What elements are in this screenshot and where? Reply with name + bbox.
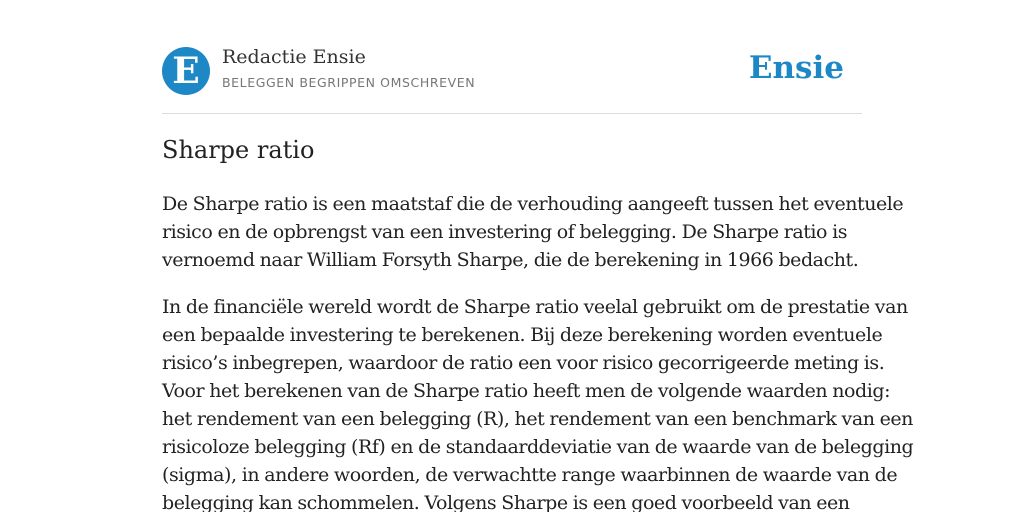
page-container: [162, 0, 914, 512]
text-line: (sigma), in andere woorden, de verwachtte range waarbinnen de waarde van de: [162, 464, 898, 486]
text-line: belegging kan schommelen. Volgens Sharpe is een goed voorbeeld van een: [162, 492, 850, 512]
author-name[interactable]: Redactie Ensie: [222, 46, 366, 68]
text-line: risicoloze belegging (Rf) en de standaarddeviatie van de waarde van de belegging: [162, 436, 914, 458]
text-line: In de financiële wereld wordt de Sharpe ratio veelal gebruikt om de prestatie van: [162, 296, 908, 318]
text-line: Voor het berekenen van de Sharpe ratio heeft men de volgende waarden nodig:: [162, 380, 891, 402]
text-line: De Sharpe ratio is een maatstaf die de verhouding aangeeft tussen het eventuele: [162, 193, 904, 215]
avatar[interactable]: E: [162, 47, 210, 95]
paragraph-1: [162, 190, 904, 274]
text-line: een bepaalde investering te berekenen. Bij deze berekening worden eventuele: [162, 324, 883, 346]
paragraph-2: [162, 293, 914, 512]
text-line: het rendement van een belegging (R), het rendement van een benchmark van een: [162, 408, 913, 430]
page-title: Sharpe ratio: [162, 136, 315, 164]
article-body: [162, 190, 914, 512]
text-line: risico en de opbrengst van een investering of belegging. De Sharpe ratio is: [162, 221, 848, 243]
text-line: vernoemd naar William Forsyth Sharpe, die de berekening in 1966 bedacht.: [162, 249, 859, 271]
category-subtitle[interactable]: BELEGGEN BEGRIPPEN OMSCHREVEN: [222, 75, 476, 90]
text-line: risico’s inbegrepen, waardoor de ratio een voor risico gecorrigeerde meting is.: [162, 352, 885, 374]
header: [162, 0, 862, 114]
ensie-logo[interactable]: Ensie: [748, 50, 844, 86]
